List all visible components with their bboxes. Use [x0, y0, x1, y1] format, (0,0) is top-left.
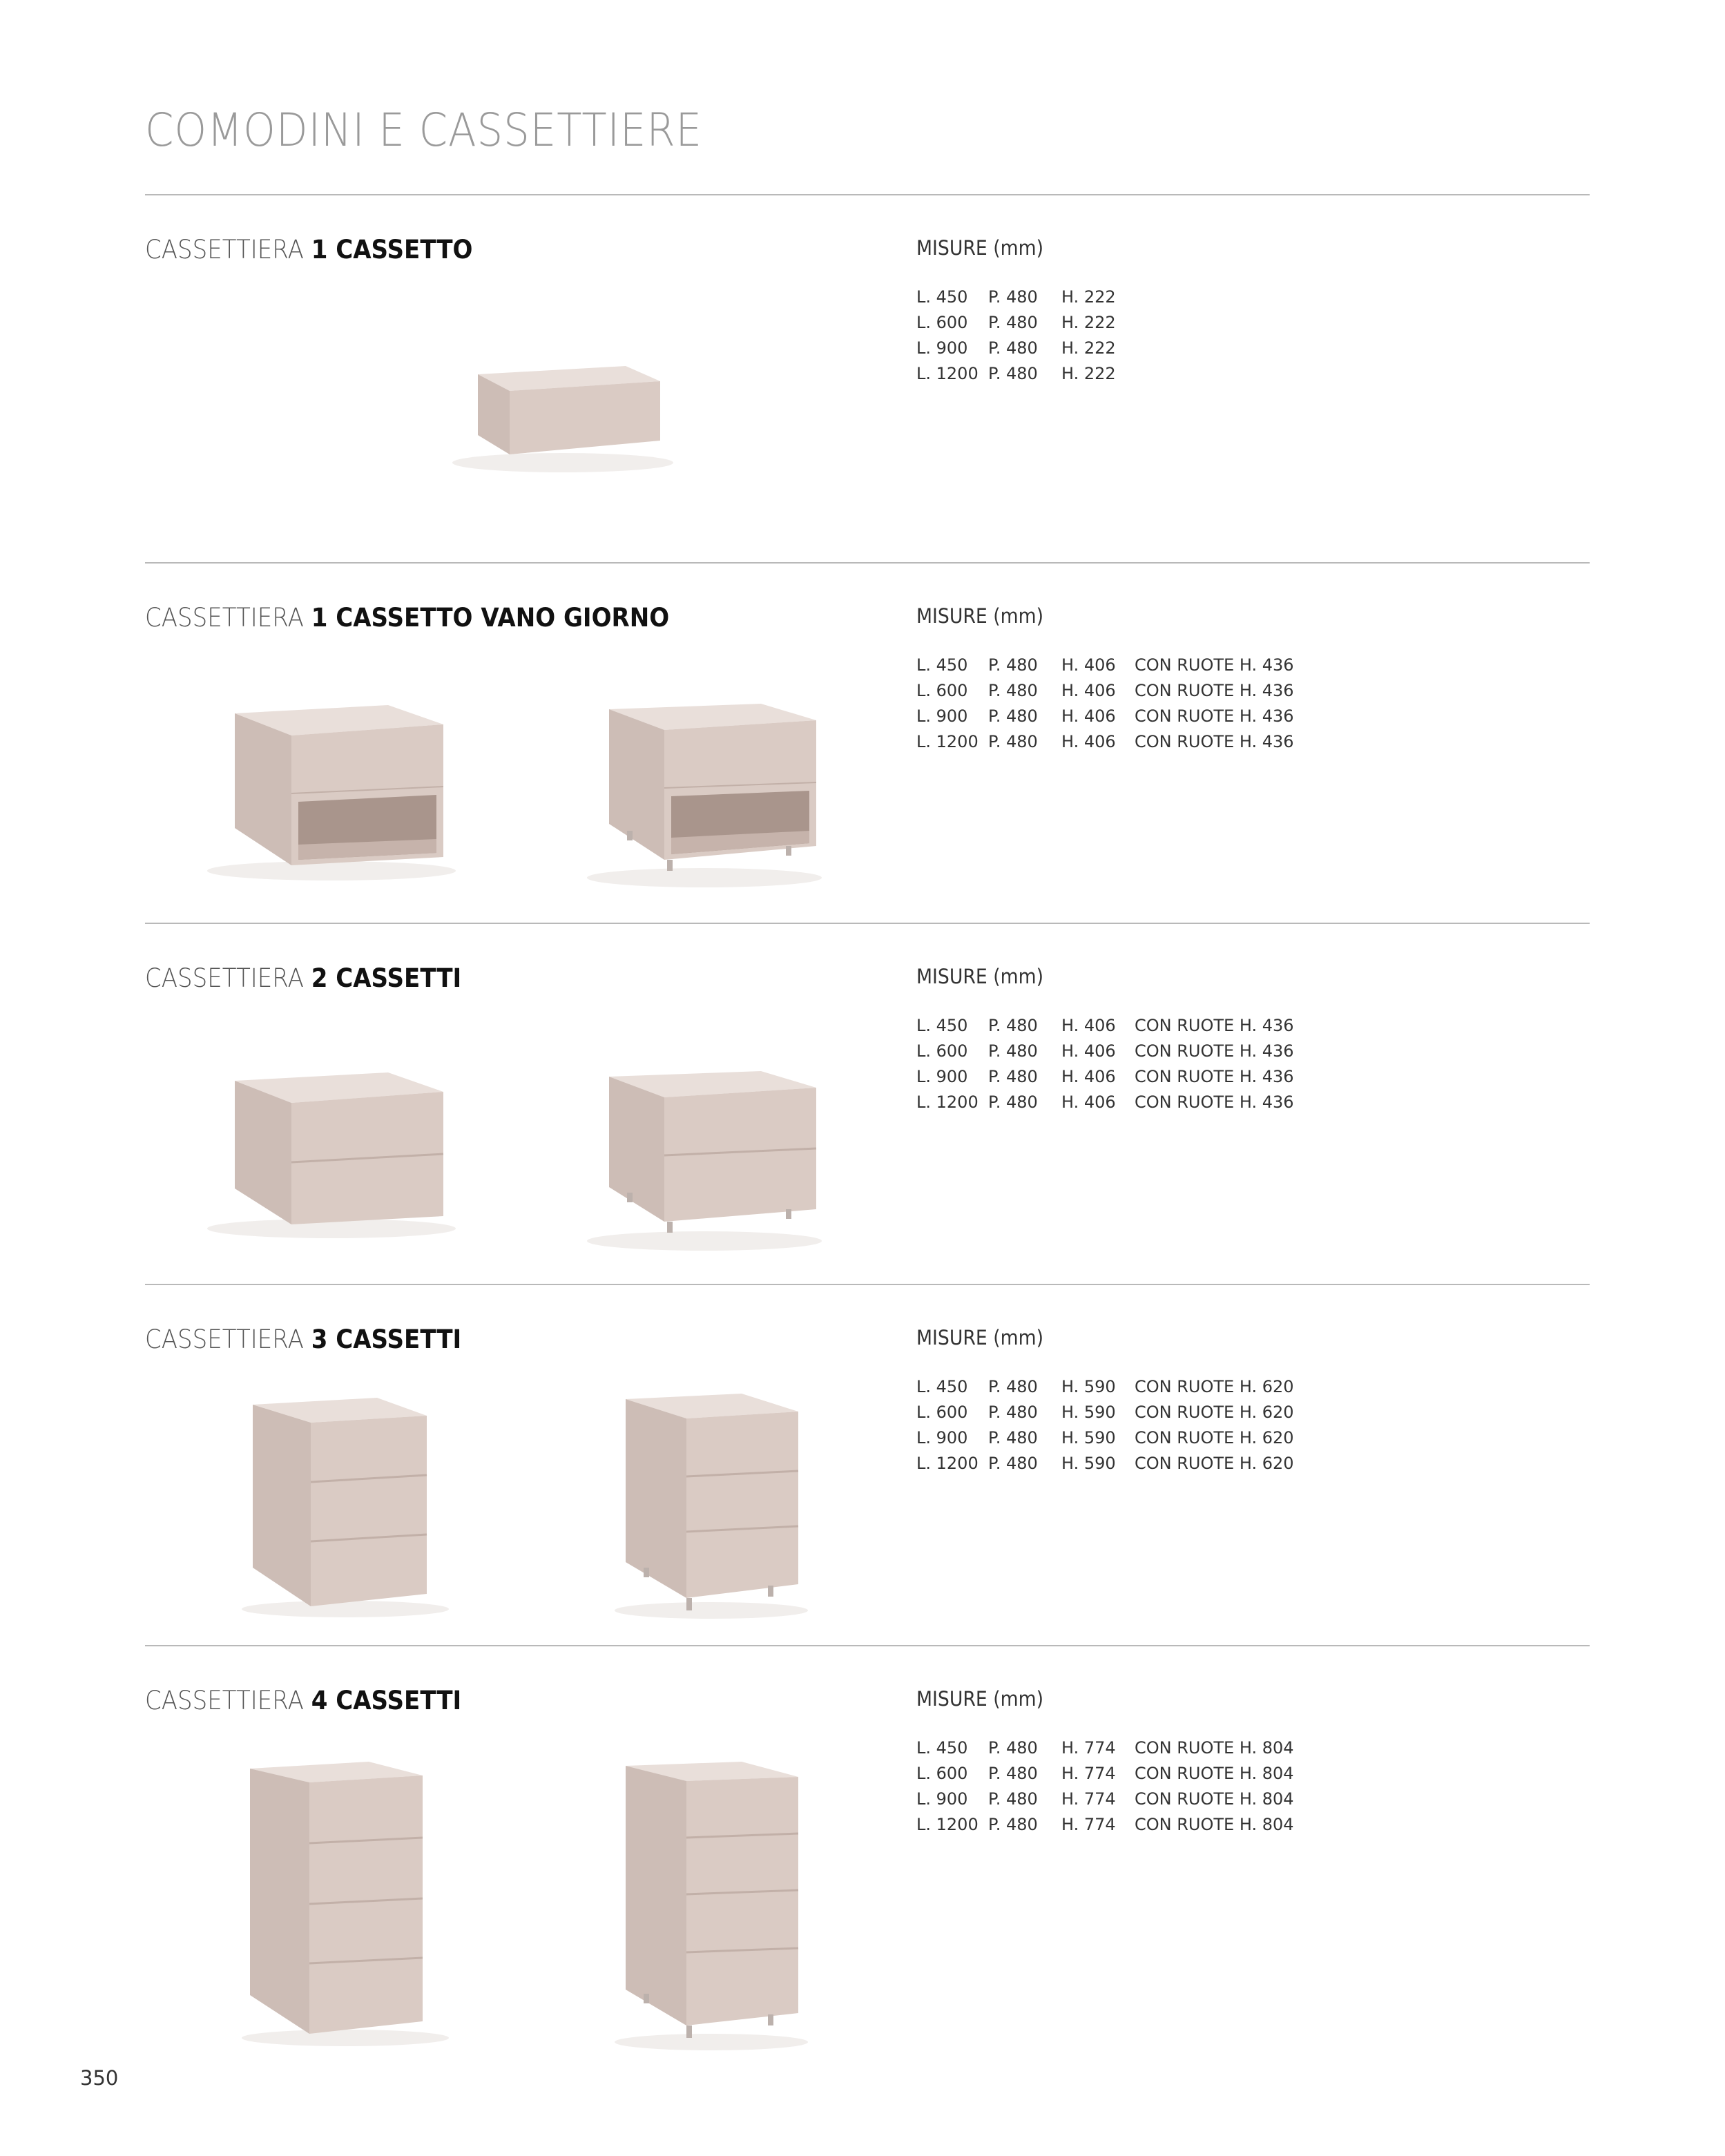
dimension-row: L. 1200 P. 480 H. 222	[916, 364, 1116, 383]
divider	[145, 194, 1590, 195]
section-title: CASSETTIERA 2 CASSETTI	[145, 963, 462, 993]
dimensions-table	[916, 1016, 1400, 1118]
product-image-2-cassetti	[193, 1060, 470, 1247]
dimension-row: L. 600 P. 480 H. 774 CON RUOTE H. 804	[916, 1764, 1294, 1783]
misure-label: MISURE (mm)	[916, 1326, 1044, 1349]
product-image-vano-giorno-ruote	[566, 693, 842, 893]
misure-label: MISURE (mm)	[916, 236, 1044, 260]
product-image-3-cassetti-ruote	[594, 1380, 829, 1628]
section-title: CASSETTIERA 1 CASSETTO	[145, 235, 473, 264]
page-title: COMODINI E CASSETTIERE	[145, 104, 702, 157]
misure-label: MISURE (mm)	[916, 965, 1044, 988]
dimension-row: L. 900 P. 480 H. 590 CON RUOTE H. 620	[916, 1428, 1294, 1447]
dimension-row: L. 900 P. 480 H. 406 CON RUOTE H. 436	[916, 706, 1294, 726]
divider	[145, 1645, 1590, 1646]
product-image-vano-giorno	[193, 693, 470, 886]
dimension-row: L. 450 P. 480 H. 774 CON RUOTE H. 804	[916, 1738, 1294, 1758]
section-title: CASSETTIERA 3 CASSETTI	[145, 1325, 462, 1354]
page-number: 350	[80, 2066, 119, 2090]
dimension-row: L. 1200 P. 480 H. 590 CON RUOTE H. 620	[916, 1454, 1294, 1473]
section-title: CASSETTIERA 4 CASSETTI	[145, 1686, 462, 1715]
dimension-row: L. 600 P. 480 H. 406 CON RUOTE H. 436	[916, 681, 1294, 700]
dimensions-table	[916, 1738, 1400, 1840]
dimension-row: L. 450 P. 480 H. 406 CON RUOTE H. 436	[916, 655, 1294, 675]
dimension-row: L. 450 P. 480 H. 590 CON RUOTE H. 620	[916, 1377, 1294, 1396]
divider	[145, 562, 1590, 564]
product-image-4-cassetti	[228, 1748, 456, 2052]
dimensions-table	[916, 655, 1400, 758]
dimension-row: L. 1200 P. 480 H. 406 CON RUOTE H. 436	[916, 1093, 1294, 1112]
misure-label: MISURE (mm)	[916, 1687, 1044, 1711]
product-image-4-cassetti-ruote	[594, 1741, 829, 2059]
dimension-row: L. 900 P. 480 H. 222	[916, 338, 1116, 358]
dimension-row: L. 1200 P. 480 H. 774 CON RUOTE H. 804	[916, 1815, 1294, 1834]
dimension-row: L. 600 P. 480 H. 590 CON RUOTE H. 620	[916, 1403, 1294, 1422]
dimension-row: L. 450 P. 480 H. 222	[916, 287, 1116, 307]
divider	[145, 1284, 1590, 1285]
dimension-row: L. 600 P. 480 H. 222	[916, 313, 1116, 332]
misure-label: MISURE (mm)	[916, 604, 1044, 628]
dimension-row: L. 1200 P. 480 H. 406 CON RUOTE H. 436	[916, 732, 1294, 751]
product-image-3-cassetti	[228, 1387, 463, 1621]
divider	[145, 923, 1590, 924]
dimension-row: L. 450 P. 480 H. 406 CON RUOTE H. 436	[916, 1016, 1294, 1035]
dimensions-table	[916, 1377, 1400, 1479]
dimension-row: L. 600 P. 480 H. 406 CON RUOTE H. 436	[916, 1041, 1294, 1061]
product-image-2-cassetti-ruote	[566, 1060, 842, 1260]
dimension-row: L. 900 P. 480 H. 406 CON RUOTE H. 436	[916, 1067, 1294, 1086]
product-image-1-cassetto	[442, 352, 677, 477]
section-title: CASSETTIERA 1 CASSETTO VANO GIORNO	[145, 603, 670, 633]
dimension-row: L. 900 P. 480 H. 774 CON RUOTE H. 804	[916, 1789, 1294, 1809]
dimensions-table	[916, 287, 1400, 389]
